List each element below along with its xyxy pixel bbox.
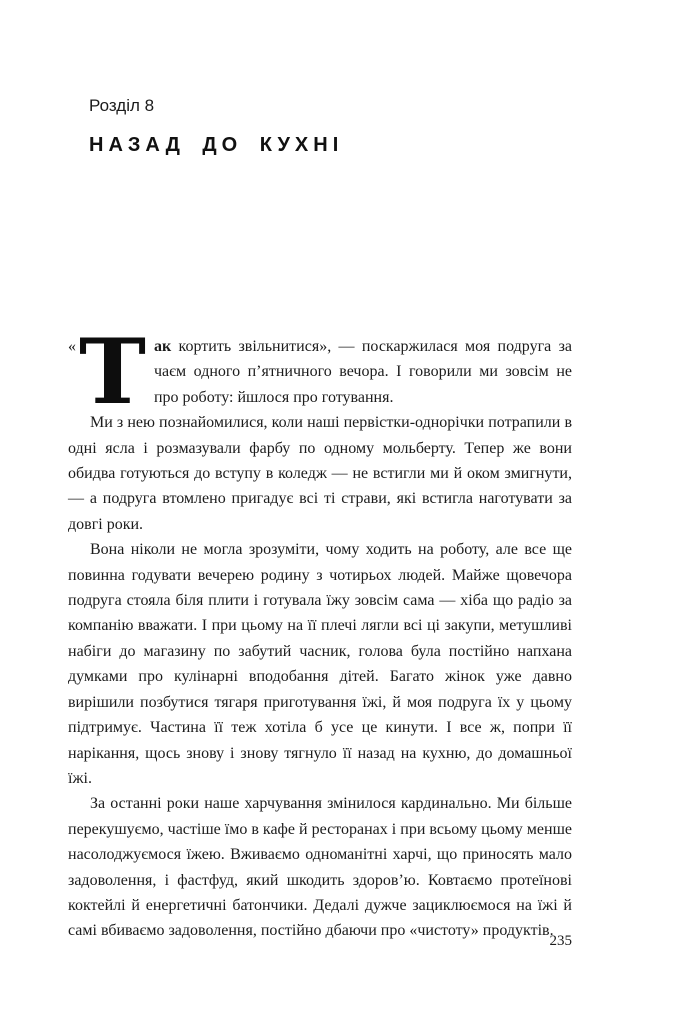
lead-rest-text: кортить звільнитися», — поскаржилася моя подруга за чаєм одного п’ятничного вечора. І говорили ми зовсім не про роботу: йшлося про готування. xyxy=(153,338,572,406)
chapter-title: НАЗАД ДО КУХНІ xyxy=(89,134,344,156)
lead-bold-text: ак xyxy=(153,338,172,355)
drop-cap: Т xyxy=(79,319,146,425)
paragraph: Вона ніколи не могла зрозуміти, чому ходить на роботу, але все ще повинна годувати вечерею родину з чотирьох людей. Майже щовечора подруга стояла біля плити і готувала їжу зовсім сама — хіба що радіо за компанію вважати. І при цьому на її плечі лягли всі ці закупи, метушливі набіги до магазину по забутий часник, голова була постійно напхана думками про кулінарні вподобання дітей. Багато жінок уже давно вирішили позбутися тягаря приготування їжі, й моя подруга їх у цьому підтримує. Частина її теж хотіла б усе це кинути. І все ж, попри її нарікання, щось знову і знову тягнуло її назад на кухню, до домашньої їжі. xyxy=(68,541,572,787)
body-text xyxy=(68,319,572,944)
chapter-label: Розділ 8 xyxy=(89,96,155,115)
page-number: 235 xyxy=(549,933,572,949)
chapter-header xyxy=(89,96,575,157)
paragraph: Ми з нею познайомилися, коли наші первістки-однорічки потрапили в одні ясла і розмазували фарбу по одному мольберту. Тепер же вони обидва готуються до вступу в коледж — не встигли ми й оком змигнути, — а подруга втомлено пригадує всі ті страви, які встигла наготувати за довгі роки. xyxy=(68,414,572,533)
paragraph-lead xyxy=(68,319,572,425)
paragraph: За останні роки наше харчування змінилося кардинально. Ми більше перекушуємо, частіше їмо в кафе й ресторанах і при всьому цьому менше насолоджуємося їжею. Вживаємо одноманітні харчі, що приносять мало задоволення, і фастфуд, який шкодить здоров’ю. Ковтаємо протеїнові коктейлі й енергетичні батончики. Дедалі дужче зациклюємося на їжі й самі вбиваємо задоволення, постійно дбаючи про «чистоту» продуктів. xyxy=(68,795,572,940)
opening-quote-mark: « xyxy=(68,338,76,355)
